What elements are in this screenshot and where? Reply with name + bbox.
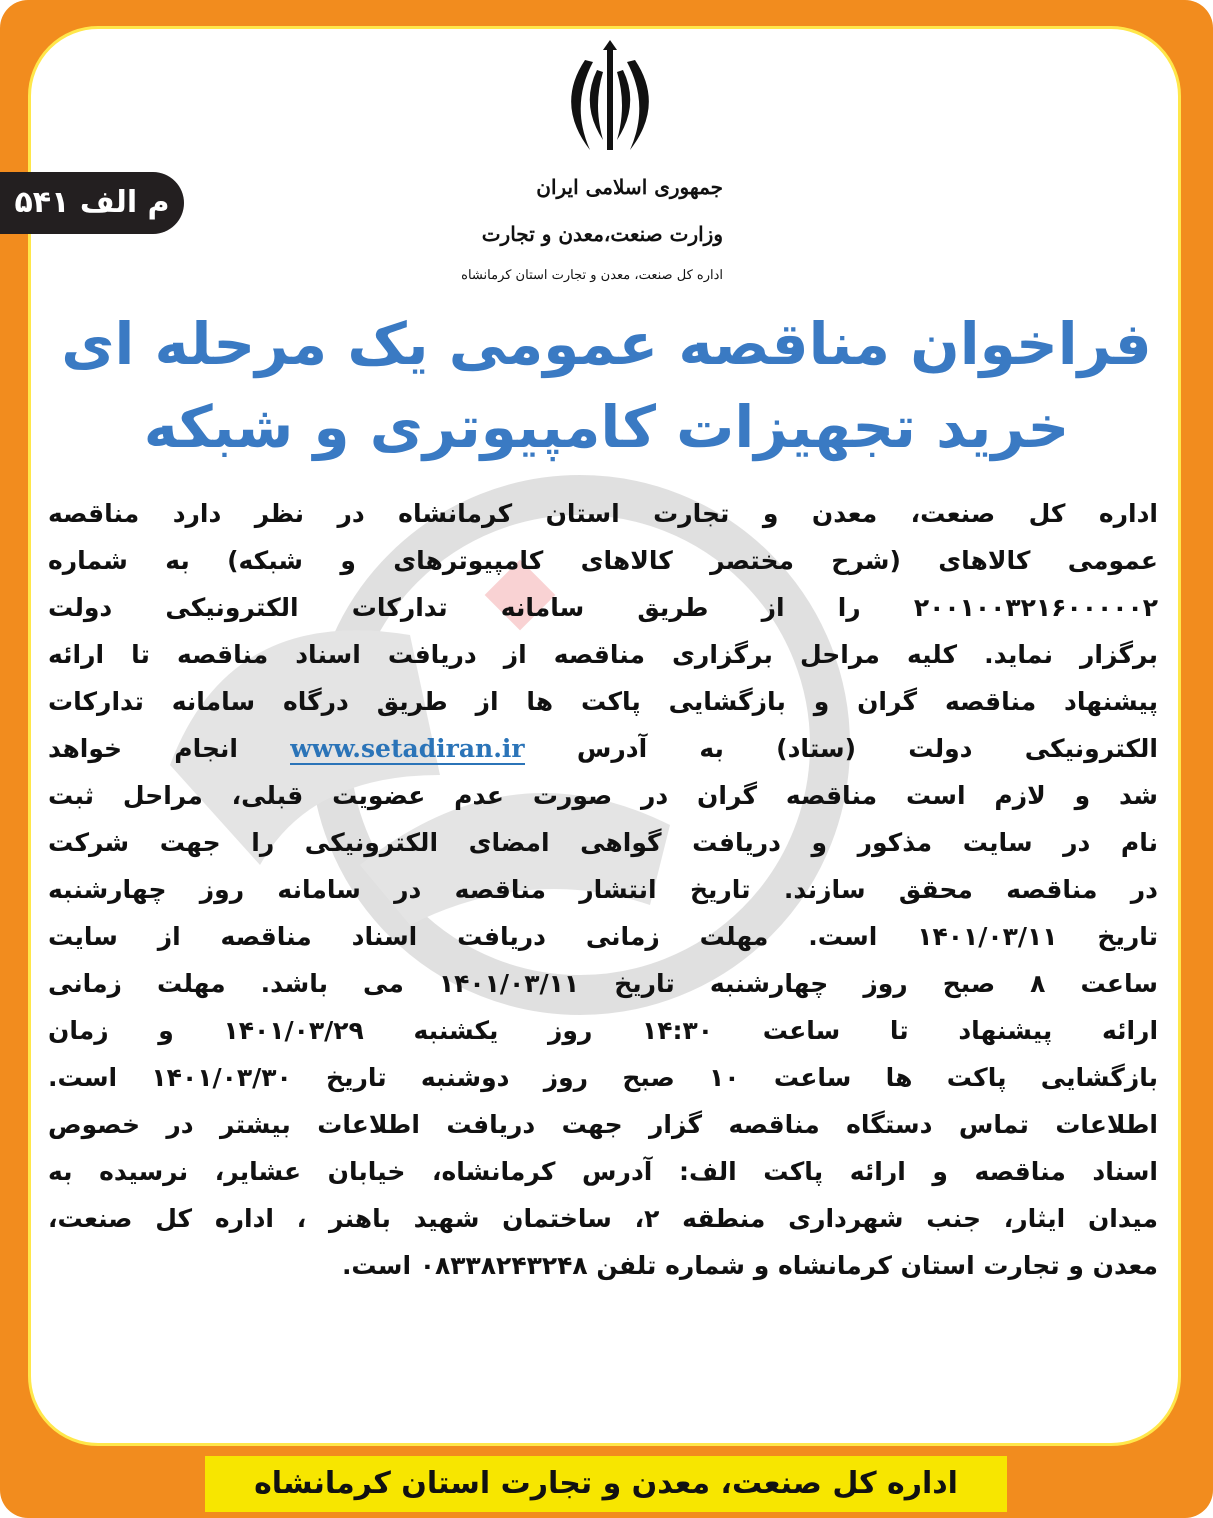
title-line-1: فراخوان مناقصه عمومی یک مرحله ای — [61, 310, 1152, 378]
gov-line-office: اداره کل صنعت، معدن و تجارت استان کرمانشاه — [461, 268, 723, 283]
code-badge: م الف ۵۴۱ — [0, 172, 184, 234]
body-line-link-after: انجام خواهد — [48, 734, 238, 763]
body-line: ۲۰۰۱۰۰۳۲۱۶۰۰۰۰۰۲ را از طریق سامانه تدارکات الکترونیکی دولت — [48, 593, 1158, 622]
footer-banner: اداره کل صنعت، معدن و تجارت استان کرمانشاه — [205, 1456, 1007, 1512]
body-line: در مناقصه محقق سازند. تاریخ انتشار مناقصه در سامانه روز چهارشنبه — [48, 875, 1158, 904]
body-line-link-before: الکترونیکی دولت (ستاد) به آدرس — [576, 734, 1158, 763]
body-line: میدان ایثار، جنب شهرداری منطقه ۲، ساختمان شهید باهنر ، اداره کل صنعت، — [48, 1204, 1158, 1233]
title-line-2: خرید تجهیزات کامپیوتری و شبکه — [143, 393, 1070, 461]
iran-emblem-icon — [545, 40, 675, 170]
body-line: اطلاعات تماس دستگاه مناقصه گزار جهت دریافت اطلاعات بیشتر در خصوص — [48, 1110, 1158, 1139]
body-line: برگزار نماید. کلیه مراحل برگزاری مناقصه از دریافت اسناد مناقصه تا ارائه — [48, 640, 1158, 669]
body-line: اسناد مناقصه و ارائه پاکت الف: آدرس کرمانشاه، خیابان عشایر، نرسیده به — [48, 1157, 1158, 1186]
body-line: بازگشایی پاکت ها ساعت ۱۰ صبح روز دوشنبه تاریخ ۱۴۰۱/۰۳/۳۰ است. — [48, 1063, 1158, 1092]
body-line: تاریخ ۱۴۰۱/۰۳/۱۱ است. مهلت زمانی دریافت اسناد مناقصه از سایت — [48, 922, 1159, 951]
body-line: ارائه پیشنهاد تا ساعت ۱۴:۳۰ روز یکشنبه ۱۴۰۱/۰۳/۲۹ و زمان — [48, 1016, 1159, 1045]
body-line-with-link — [48, 725, 1158, 772]
body-line: شد و لازم است مناقصه گران در صورت عدم عضویت قبلی، مراحل ثبت — [48, 781, 1158, 810]
gov-line-ministry: وزارت صنعت،معدن و تجارت — [481, 222, 723, 246]
body-line: اداره کل صنعت، معدن و تجارت استان کرمانشاه در نظر دارد مناقصه — [48, 499, 1158, 528]
body-line: پیشنهاد مناقصه گران و بازگشایی پاکت ها از طریق درگاه سامانه تدارکات — [48, 687, 1158, 716]
setadiran-link[interactable]: www.setadiran.ir — [290, 734, 525, 763]
body-line: ساعت ۸ صبح روز چهارشنبه تاریخ ۱۴۰۱/۰۳/۱۱ می باشد. مهلت زمانی — [48, 969, 1158, 998]
body-line: نام در سایت مذکور و دریافت گواهی امضای الکترونیکی را جهت شرکت — [48, 828, 1158, 857]
gov-line-country: جمهوری اسلامی ایران — [536, 175, 723, 199]
body-line: معدن و تجارت استان کرمانشاه و شماره تلفن ۰۸۳۳۸۲۴۳۲۴۸ است. — [341, 1251, 1158, 1280]
body-line: عمومی کالاهای (شرح مختصر کالاهای کامپیوترهای و شبکه) به شماره — [48, 546, 1158, 575]
notice-body — [48, 490, 1158, 1289]
